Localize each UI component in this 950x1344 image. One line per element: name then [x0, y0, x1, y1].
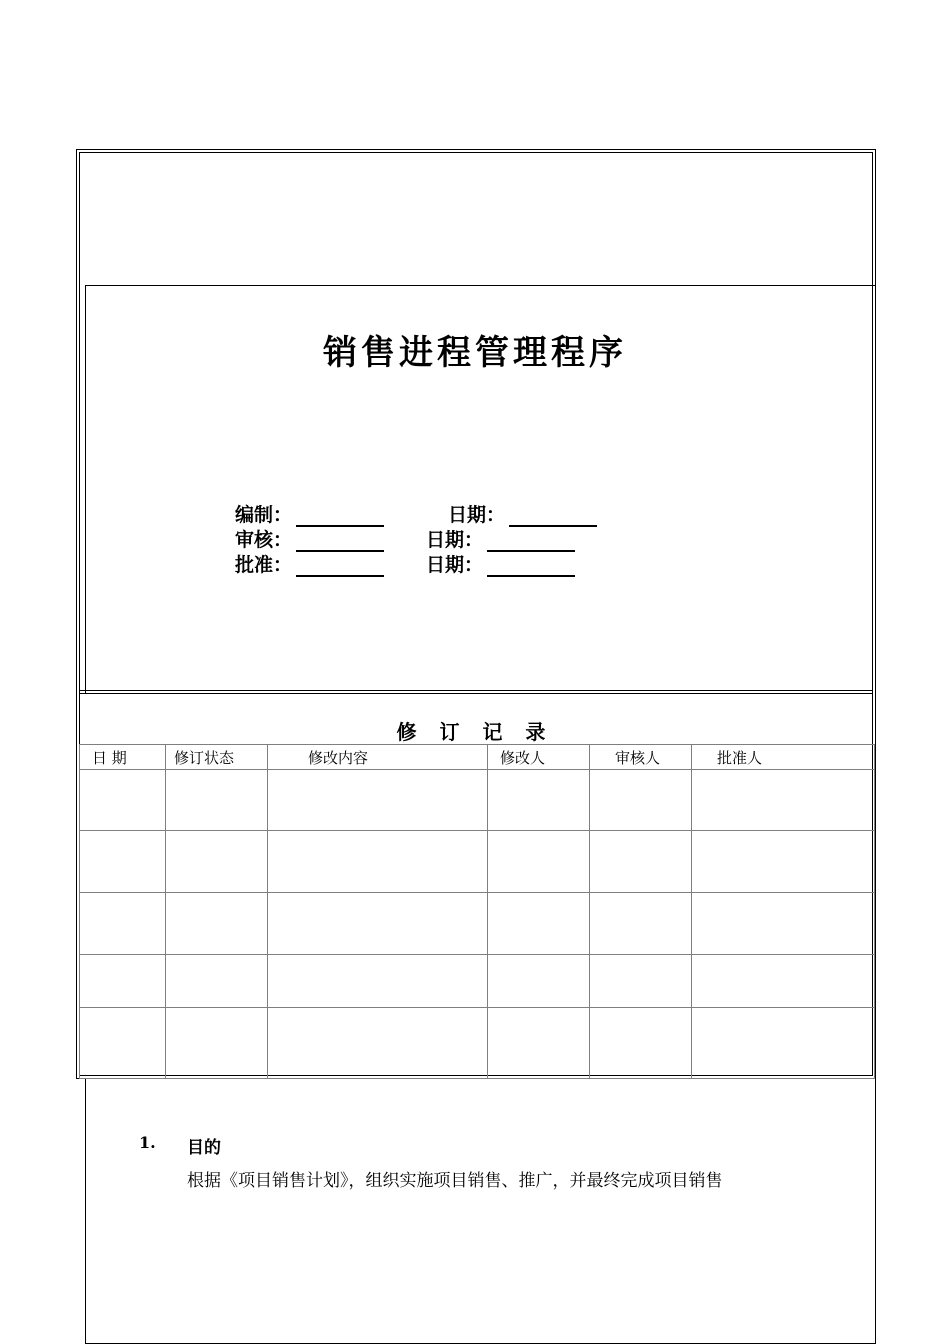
table-cell[interactable]	[488, 1008, 590, 1079]
compile-label: 编制：	[235, 504, 293, 526]
signature-row-review-date	[426, 525, 575, 552]
table-cell[interactable]	[692, 1008, 875, 1079]
signature-row-approve	[235, 550, 384, 577]
table-cell[interactable]	[590, 831, 692, 893]
table-cell[interactable]	[590, 1008, 692, 1079]
header-content: 修改内容	[268, 745, 488, 770]
approve-date-blank	[487, 555, 575, 577]
signature-row-review	[235, 525, 384, 552]
table-cell[interactable]	[268, 1008, 488, 1079]
table-cell[interactable]	[590, 893, 692, 955]
table-cell[interactable]	[268, 893, 488, 955]
section-title: 目的	[187, 1138, 221, 1158]
approve-blank	[296, 555, 384, 577]
table-cell[interactable]	[488, 831, 590, 893]
header-modifier: 修改人	[488, 745, 590, 770]
table-row	[80, 831, 875, 893]
table-cell[interactable]	[268, 831, 488, 893]
header-approver: 批准人	[692, 745, 875, 770]
review-date-blank	[487, 530, 575, 552]
approve-label: 批准：	[235, 554, 293, 576]
table-cell[interactable]	[166, 893, 268, 955]
revision-table	[79, 744, 875, 1079]
revision-record-title: 修 订 记 录	[396, 720, 554, 744]
table-cell[interactable]	[80, 1008, 166, 1079]
table-cell[interactable]	[268, 955, 488, 1008]
review-label: 审核：	[235, 529, 293, 551]
table-cell[interactable]	[590, 955, 692, 1008]
table-cell[interactable]	[488, 955, 590, 1008]
signature-row-compile	[235, 500, 384, 527]
section-number: 1.	[139, 1133, 156, 1152]
review-date-label: 日期：	[426, 529, 484, 551]
table-cell[interactable]	[166, 770, 268, 831]
table-cell[interactable]	[692, 955, 875, 1008]
table-cell[interactable]	[80, 893, 166, 955]
divider-line	[79, 690, 873, 691]
table-cell[interactable]	[80, 955, 166, 1008]
signature-row-approve-date	[426, 550, 575, 577]
table-cell[interactable]	[590, 770, 692, 831]
table-cell[interactable]	[488, 893, 590, 955]
table-row	[80, 770, 875, 831]
header-date: 日 期	[80, 745, 166, 770]
table-row	[80, 955, 875, 1008]
document-title: 销售进程管理程序	[323, 333, 627, 373]
table-cell[interactable]	[692, 893, 875, 955]
content-box	[85, 1079, 876, 1344]
table-cell[interactable]	[166, 831, 268, 893]
table-cell[interactable]	[692, 770, 875, 831]
table-row	[80, 1008, 875, 1079]
compile-blank	[296, 505, 384, 527]
table-cell[interactable]	[166, 1008, 268, 1079]
review-blank	[296, 530, 384, 552]
compile-date-blank	[509, 505, 597, 527]
section-body: 根据《项目销售计划》，组织实施项目销售、推广，并最终完成项目销售	[187, 1171, 723, 1191]
table-cell[interactable]	[692, 831, 875, 893]
table-cell[interactable]	[80, 831, 166, 893]
approve-date-label: 日期：	[426, 554, 484, 576]
header-status: 修订状态	[166, 745, 268, 770]
divider-line	[79, 693, 873, 694]
header-reviewer: 审核人	[590, 745, 692, 770]
table-cell[interactable]	[268, 770, 488, 831]
signature-row-compile-date	[448, 500, 597, 527]
compile-date-label: 日期：	[448, 504, 506, 526]
table-cell[interactable]	[80, 770, 166, 831]
revision-header-row	[80, 745, 875, 770]
table-cell[interactable]	[488, 770, 590, 831]
table-cell[interactable]	[166, 955, 268, 1008]
table-row	[80, 893, 875, 955]
